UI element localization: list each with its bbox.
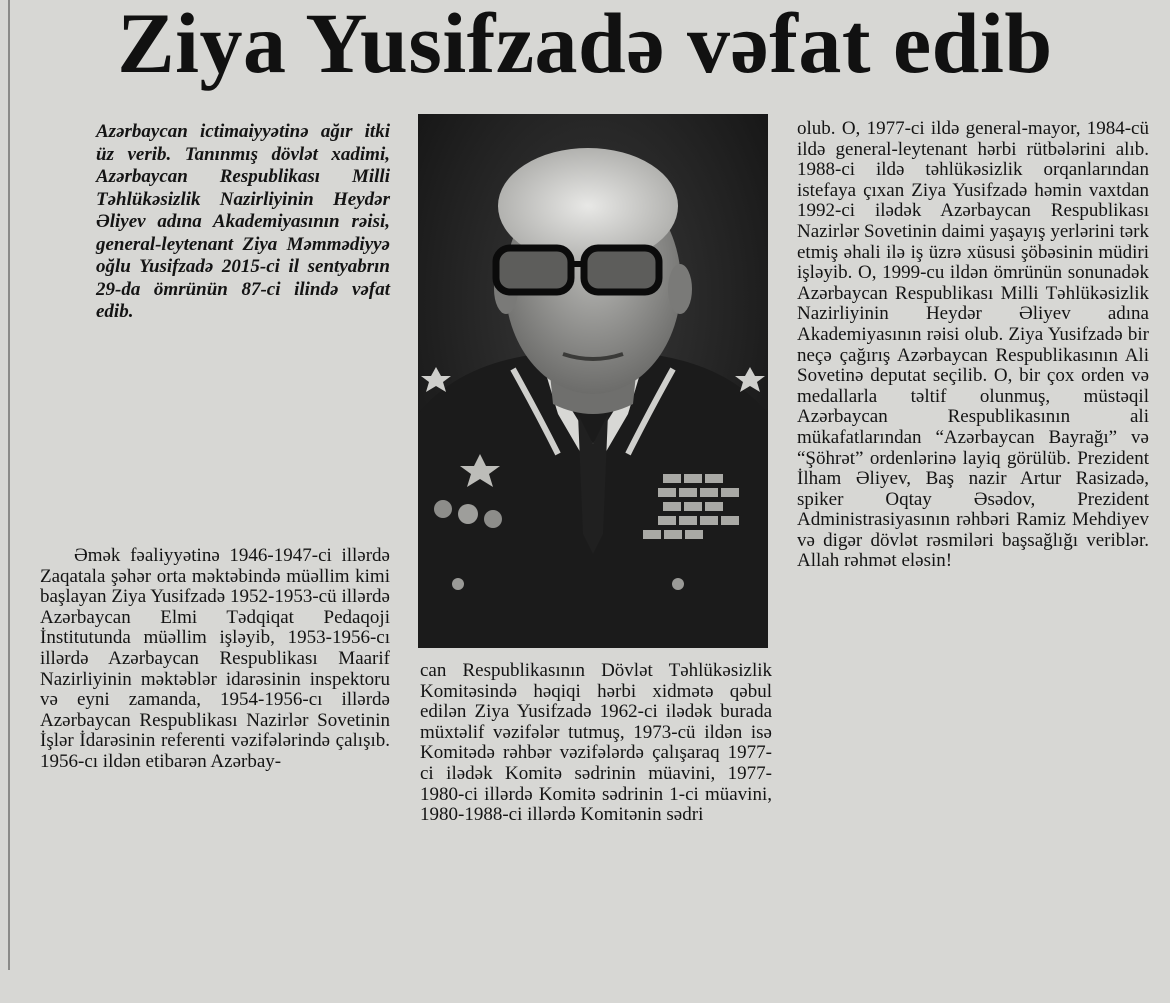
article-body-left-column: [40, 546, 390, 773]
article-body-right-column: [797, 119, 1149, 572]
body-paragraph-middle: can Respublikasının Dövlət Təhlükəsizlik Komitəsində həqiqi hərbi xidmətə qəbul edilən Ziya Yusifzadə 1962-ci ilədək burada müxtəlif vəzifələr tutmuş, 1973-cü ildən isə Komitədə rəhbər vəzifələrdə çalışaraq 1977-ci ilədək Komitə sədrinin müavini, 1977-1980-ci illərdə Komitə sədrinin 1-ci müavini, 1980-1988-ci illərdə Komitənin sədri: [420, 660, 772, 826]
article-lead: [96, 121, 390, 324]
page-edge-line: [8, 0, 10, 970]
body-paragraph-right: olub. O, 1977-ci ildə general-mayor, 1984-cü ildə general-leytenant hərbi rütbələrini alıb. 1988-ci ildə təhlükəsizlik orqanlarından istefaya çıxan Ziya Yusifzadə həmin vaxtdan 1992-ci ilədək Azərbaycan Respublikası Nazirlər Sovetinin daimi yaşayış yerlərini tərk etmiş əhali ilə iş üzrə xüsusi şöbəsinin müdiri işləyib. O, 1999-cu ildən ömrünün sonunadək Azərbaycan Respublikası Milli Təhlükəsizlik Nazirliyinin Heydər Əliyev adına Akademiyasının rəisi olub. Ziya Yusifzadə bir neçə çağırış Azərbaycan Respublikasının Ali Sovetinə deputat seçilib. O, bir çox orden və medallarla təltif olunmuş, müstəqil Azərbaycan Respublikasının ali mükafatlarından “Azərbaycan Bayrağı” və “Şöhrət” ordenlərinə layiq görülüb. Prezident İlham Əliyev, Baş nazir Artur Rasizadə, spiker Oqtay Əsədov, Prezident Administrasiyasının rəhbəri Ramiz Mehdiyev və digər dövlət rəsmiləri başsağlığı veriblər. Allah rəhmət eləsin!: [797, 118, 1149, 572]
lead-paragraph: Azərbaycan ictimaiyyətinə ağır itki üz verib. Tanınmış dövlət xadimi, Azərbaycan Respublikası Milli Təhlükəsizlik Nazirliyinin Heydər Əliyev adına Akademiyasının rəisi, general-leytenant Ziya Məmmədiyyə oğlu Yusifzadə 2015-ci il sentyabrın 29-da ömrünün 87-ci ilində vəfat edib.: [96, 121, 390, 322]
portrait-illustration: [418, 114, 768, 648]
article-body-middle-column: [420, 661, 772, 826]
body-paragraph-left: Əmək fəaliyyətinə 1946-1947-ci illərdə Zaqatala şəhər orta məktəbində müəllim kimi başlayan Ziya Yusifzadə 1952-1953-cü illərdə Azərbaycan Elmi Tədqiqat Pedaqoji İnstitutunda müəllim işləyib, 1953-1956-cı illərdə Azərbaycan Respublikası Maarif Nazirliyinin məktəblər idarəsinin inspektoru və eyni zamanda, 1954-1956-cı illərdə Azərbaycan Respublikası Nazirlər Sovetinin İşlər İdarəsinin referenti vəzifələrində çalışıb. 1956-cı ildən etibarən Azərbay-: [40, 545, 390, 772]
article-headline: Ziya Yusifzadə vəfat edib: [117, 0, 1053, 91]
portrait-photo: [418, 114, 768, 648]
